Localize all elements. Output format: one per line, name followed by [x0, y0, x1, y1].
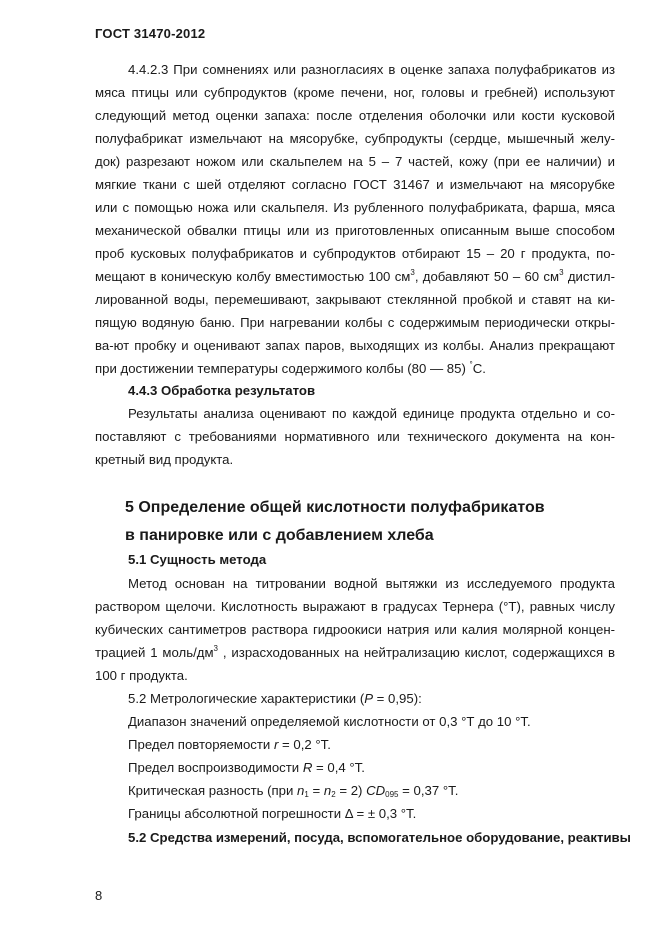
text-line: мягкие ткани с шей отделяют согласно ГОСТ 31467 и измельчают на мясорубке [95, 177, 615, 192]
range-line: Диапазон значений определяемой кислотности от 0,3 °Т до 10 °Т. [128, 714, 531, 729]
text-line: кретный вид продукта. [95, 452, 234, 467]
section-5-heading-line-2: в панировке или с добавлением хлеба [125, 527, 434, 544]
paragraph-4-4-2-3 [95, 58, 615, 380]
text-line: следующий метод оценки запаха: после отделения оболочки или кости кусковой [95, 108, 615, 123]
text-line: поставляют с требованиями нормативного или технического документа на кон- [95, 429, 615, 444]
text-line: мяса птицы или субпродуктов (кроме печени, ног, головы и гребней) используют [95, 85, 615, 100]
heading-5-1: 5.1 Сущность метода [128, 552, 267, 567]
heading-5-2-equipment: 5.2 Средства измерений, посуда, вспомогательное оборудование, реактивы [128, 830, 631, 845]
page-number: 8 [95, 888, 103, 903]
text-line: полуфабрикат измельчают на мясорубке, субпродукты (сердце, мышечный желу- [95, 131, 615, 146]
text-line: 100 г продукта. [95, 668, 188, 683]
text-line: трацией 1 моль/$дм^3$ , израсходованных на нейтрализацию кислот, содержащихся в [95, 644, 616, 660]
text-line: механической обвалки птицы или из приготовленных описанным выше способом [95, 223, 615, 238]
text-line: пящую водяную баню. При нагревании колбы с содержимым периодически откры- [95, 315, 615, 330]
repeatability-line: Предел повторяемости r = 0,2 °Т. [128, 737, 331, 752]
text-line: Метод основан на титровании водной вытяжки из исследуемого продукта [128, 576, 615, 591]
text-line: раствором щелочи. Кислотность выражают в градусах Тернера (°Т), равных числу [95, 599, 615, 614]
reproducibility-line: Предел воспроизводимости R = 0,4 °Т. [128, 760, 365, 775]
text-line: при достижении температуры содержимого колбы (80 — 85) °С. [95, 360, 486, 376]
text-line: ва-ют пробку и оценивают запах паров, выходящих из колбы. Анализ прекращают [95, 338, 615, 353]
text-line: мещают в коническую колбу вместимостью 100 $см^3$, добавляют 50 – 60 $см^3$ дистил- [95, 268, 615, 284]
text-line: 4.4.2.3 При сомнениях или разногласиях в оценке запаха полуфабрикатов из [128, 62, 615, 77]
critical-difference-line: Критическая разность (при $n_1 = n_2 = 2$) $CD_{095} = 0,37$ °Т. [128, 783, 459, 799]
text-line: Результаты анализа оценивают по каждой единице продукта отдельно и со- [128, 406, 615, 421]
section-5-heading-line-1: 5 Определение общей кислотности полуфабрикатов [125, 499, 545, 516]
text-line: лированной воды, перемешивают, закрывают стеклянной пробкой и ставят на ки- [95, 292, 615, 307]
heading-4-4-3: 4.4.3 Обработка результатов [128, 383, 316, 398]
text-line: проб кусковых полуфабрикатов и субпродуктов отбирают 15 – 20 г продукта, по- [95, 246, 615, 261]
paragraph-4-4-3 [95, 402, 615, 471]
text-line: или с помощью ножа или скальпеля. Из рубленного полуфабриката, фарша, мяса [95, 200, 615, 215]
heading-5-2-metrology: 5.2 Метрологические характеристики (Р = 0,95): [128, 691, 422, 706]
paragraph-5-1 [95, 572, 615, 687]
text-line: док) разрезают ножом или скальпелем на 5 – 7 частей, кожу (при ее наличии) и [95, 154, 615, 169]
document-header: ГОСТ 31470-2012 [95, 26, 206, 41]
error-bounds-line: Границы абсолютной погрешности Δ = ± 0,3 °Т. [128, 806, 417, 821]
text-line: кубических сантиметров раствора гидроокиси натрия или калия молярной концен- [95, 622, 615, 637]
